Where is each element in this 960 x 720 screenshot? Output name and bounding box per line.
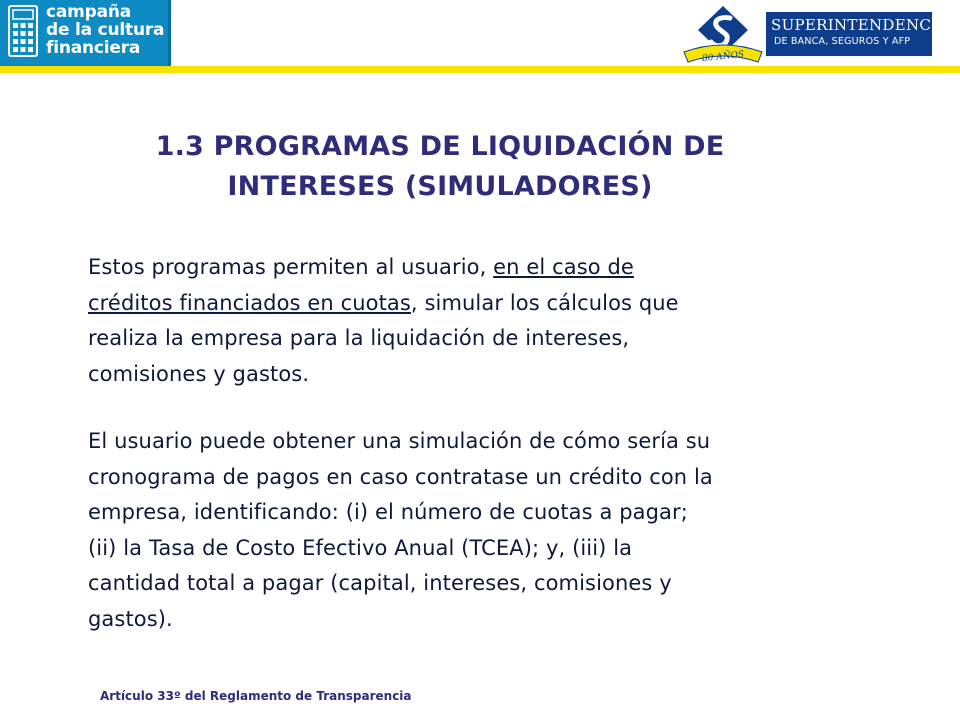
paragraph-2-line-6: gastos). — [88, 606, 173, 631]
campaign-text — [46, 3, 164, 57]
paragraph-2-line-3: empresa, identificando: (i) el número de cuotas a pagar; — [88, 500, 688, 524]
header-divider — [168, 0, 171, 66]
calculator-icon — [8, 5, 38, 57]
title-line-2: INTERESES (SIMULADORES) — [227, 171, 653, 202]
p1-underlined-a: en el caso de — [493, 255, 634, 279]
paragraph-1-line-3: realiza la empresa para la liquidación de intereses, — [88, 326, 630, 350]
paragraph-2-line-4: (ii) la Tasa de Costo Efectivo Anual (TCEA); y, (iii) la — [88, 535, 633, 560]
paragraph-2-line-1: El usuario puede obtener una simulación de cómo sería su — [88, 429, 711, 453]
footer-note: Artículo 33º del Reglamento de Transparencia — [100, 689, 412, 703]
campaign-line-1: campaña — [46, 2, 132, 22]
p1-text-b: , simular los cálculos que — [410, 290, 679, 315]
campaign-line-3: financiera — [46, 38, 141, 58]
paragraph-1 — [88, 250, 888, 392]
paragraph-2-line-2: cronograma de pagos en caso contratase un crédito con la — [88, 464, 713, 489]
sbs-emblem-icon — [678, 4, 768, 66]
page-title — [40, 127, 840, 207]
paragraph-2 — [88, 424, 888, 637]
p1-text-a: Estos programas permiten al usuario, — [88, 255, 494, 279]
campaign-logo — [0, 0, 168, 66]
anniversary-label: 80 AÑOS — [701, 49, 745, 65]
campaign-line-2: de la cultura — [46, 20, 165, 40]
accent-bar — [0, 66, 960, 73]
paragraph-2-line-5: cantidad total a pagar (capital, intereses, comisiones y — [88, 571, 672, 595]
sbs-name: SUPERINTENDENCIA — [771, 16, 949, 34]
title-line-1: 1.3 PROGRAMAS DE LIQUIDACIÓN DE — [155, 131, 725, 162]
paragraph-1-line-2 — [88, 286, 888, 322]
sbs-name-plate — [766, 12, 949, 56]
paragraph-1-line-1 — [88, 250, 888, 286]
paragraph-1-line-4: comisiones y gastos. — [88, 361, 310, 386]
header-bar — [0, 0, 960, 66]
sbs-subtitle: DE BANCA, SEGUROS Y AFP — [774, 36, 911, 47]
p1-underlined-b: créditos financiados en cuotas — [88, 290, 411, 315]
